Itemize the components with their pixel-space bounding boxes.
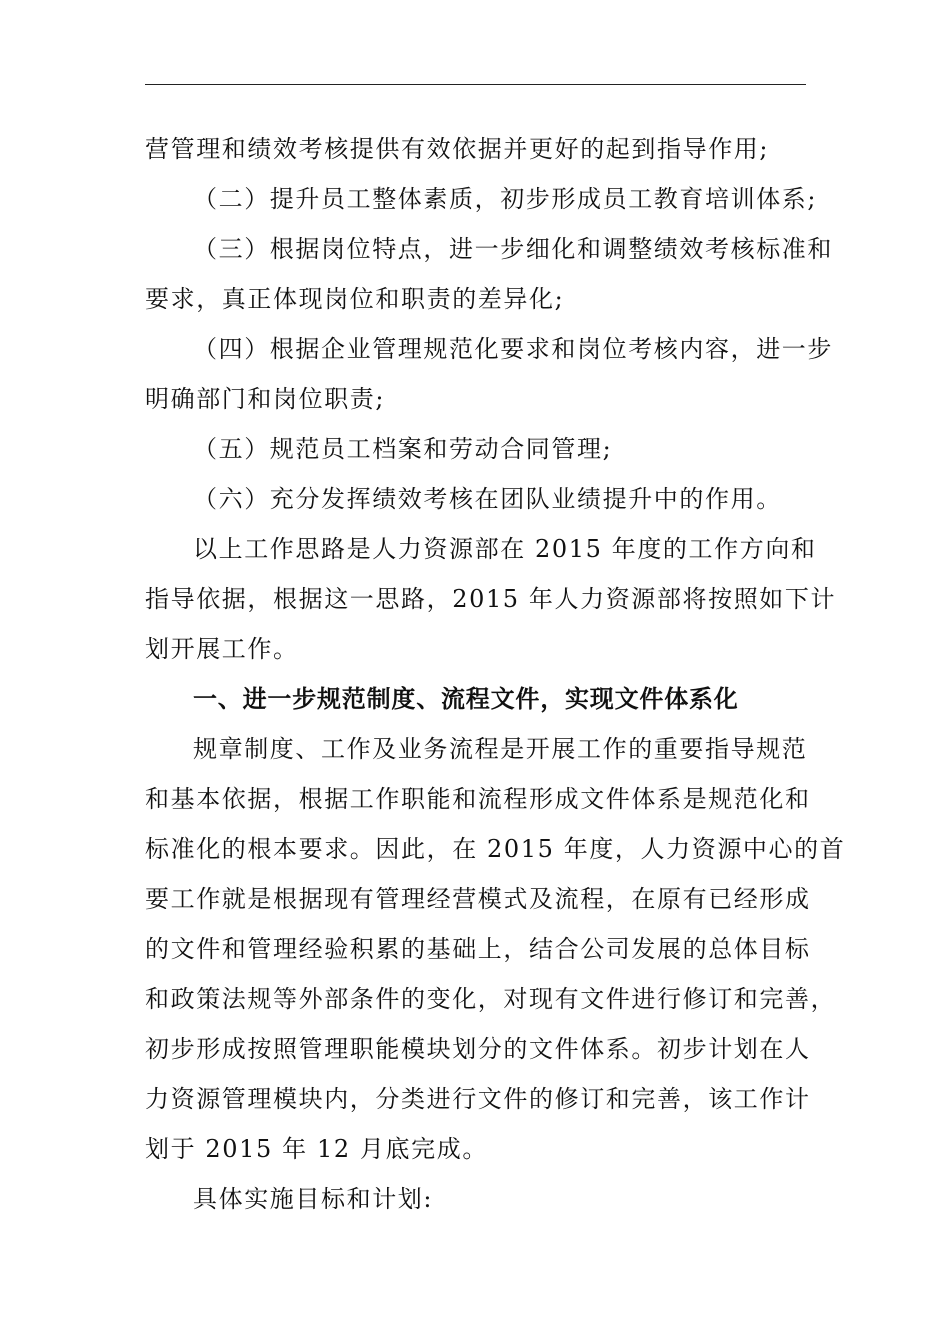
list-item-4: （四）根据企业管理规范化要求和岗位考核内容，进一步 bbox=[193, 335, 833, 363]
list-item-6: （六）充分发挥绩效考核在团队业绩提升中的作用。 bbox=[193, 485, 782, 513]
list-item-5: （五）规范员工档案和劳动合同管理; bbox=[193, 435, 613, 463]
paragraph-line: 和政策法规等外部条件的变化，对现有文件进行修订和完善， bbox=[145, 985, 837, 1013]
paragraph-line: 初步形成按照管理职能模块划分的文件体系。初步计划在人 bbox=[145, 1035, 811, 1063]
paragraph-line: 要求，真正体现岗位和职责的差异化; bbox=[145, 285, 565, 313]
paragraph-line: 和基本依据，根据工作职能和流程形成文件体系是规范化和 bbox=[145, 785, 811, 813]
paragraph-line: 划于 2015 年 12 月底完成。 bbox=[145, 1135, 488, 1163]
header-rule bbox=[145, 84, 806, 85]
paragraph-line: 要工作就是根据现有管理经营模式及流程，在原有已经形成 bbox=[145, 885, 811, 913]
paragraph-line: 划开展工作。 bbox=[145, 635, 299, 663]
paragraph-line: 的文件和管理经验积累的基础上，结合公司发展的总体目标 bbox=[145, 935, 811, 963]
paragraph-line: 具体实施目标和计划: bbox=[193, 1185, 434, 1213]
list-item-2: （二）提升员工整体素质，初步形成员工教育培训体系; bbox=[193, 185, 818, 213]
paragraph-line: 指导依据，根据这一思路，2015 年人力资源部将按照如下计 bbox=[145, 585, 837, 613]
paragraph-line: 营管理和绩效考核提供有效依据并更好的起到指导作用; bbox=[145, 135, 770, 163]
list-item-3: （三）根据岗位特点，进一步细化和调整绩效考核标准和 bbox=[193, 235, 833, 263]
paragraph-line: 力资源管理模块内，分类进行文件的修订和完善，该工作计 bbox=[145, 1085, 811, 1113]
paragraph-line: 以上工作思路是人力资源部在 2015 年度的工作方向和 bbox=[193, 535, 817, 563]
section-heading: 一、进一步规范制度、流程文件，实现文件体系化 bbox=[193, 685, 739, 713]
paragraph-line: 规章制度、工作及业务流程是开展工作的重要指导规范 bbox=[193, 735, 808, 763]
paragraph-line: 明确部门和岗位职责; bbox=[145, 385, 386, 413]
paragraph-line: 标准化的根本要求。因此，在 2015 年度，人力资源中心的首 bbox=[145, 835, 846, 863]
